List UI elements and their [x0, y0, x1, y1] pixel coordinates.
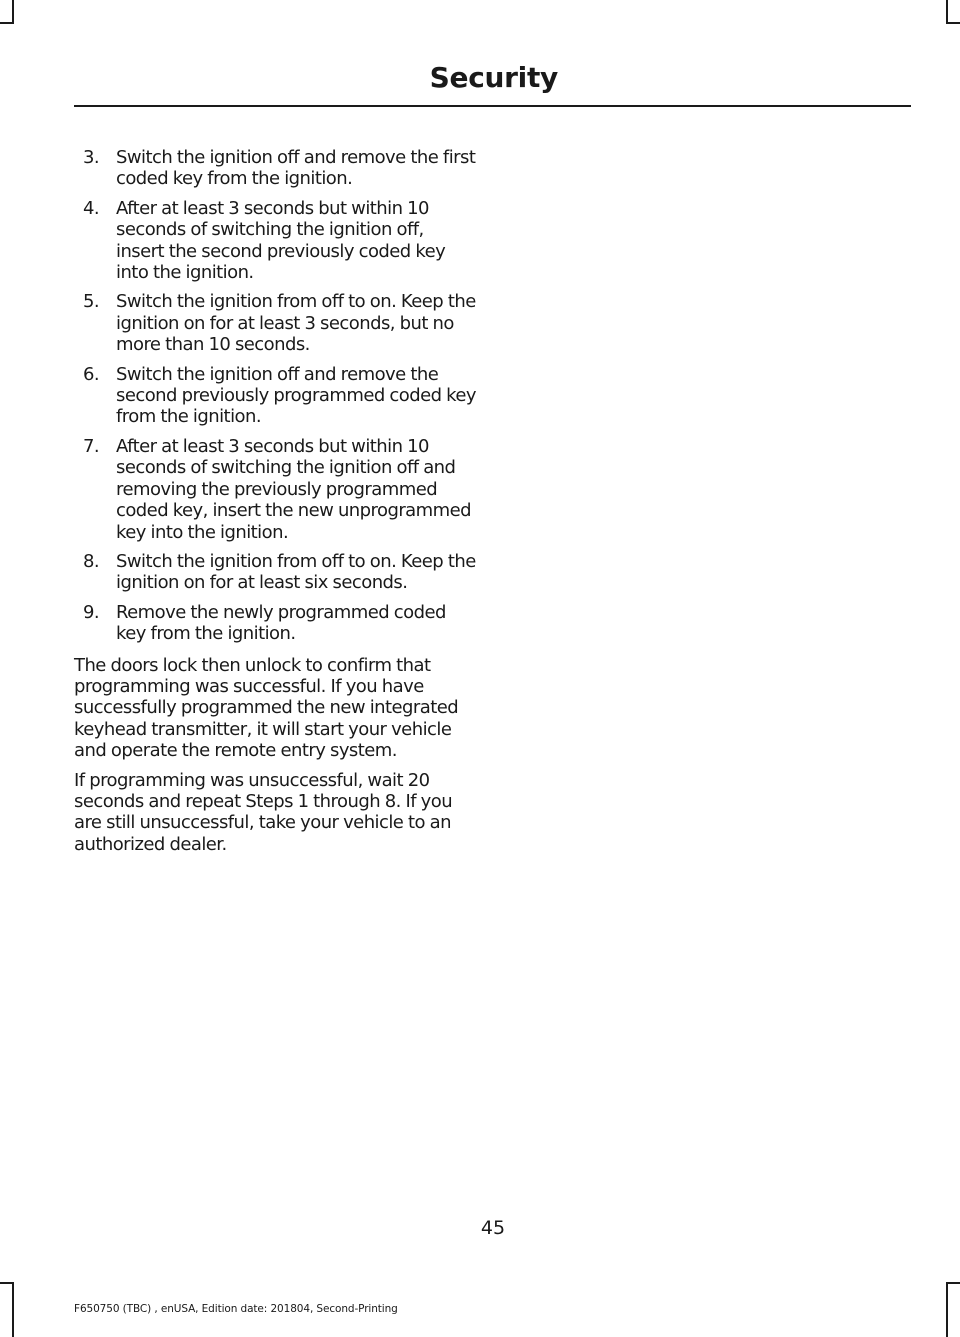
crop-mark-bottom-right-horizontal — [946, 1282, 960, 1284]
crop-mark-bottom-left-vertical — [12, 1282, 14, 1337]
list-item-step-6 — [74, 364, 476, 428]
header-divider — [74, 105, 911, 107]
programming-steps-list — [74, 147, 476, 645]
list-item-step-7 — [74, 436, 476, 543]
step-number: 5. — [83, 291, 100, 313]
step-text: Switch the ignition off and remove the second previously programmed coded key from the ignition. — [116, 363, 477, 428]
step-number: 3. — [83, 147, 100, 168]
step-text: Switch the ignition from off to on. Keep the ignition on for at least six seconds. — [116, 550, 476, 594]
step-text: Switch the ignition from off to on. Keep the ignition on for at least 3 seconds, but no more than 10 seconds. — [116, 291, 476, 356]
step-number: 8. — [83, 550, 100, 572]
crop-mark-bottom-right-vertical — [946, 1282, 948, 1337]
list-item-step-9 — [74, 602, 476, 645]
step-number: 7. — [83, 435, 100, 457]
crop-mark-top-right-horizontal — [946, 22, 960, 24]
list-item-step-4 — [74, 198, 476, 284]
crop-mark-top-left-horizontal — [0, 22, 14, 24]
step-text: After at least 3 seconds but within 10 seconds of switching the ignition off and removing the previously programmed coded key, insert the new unprogrammed key into the ignition. — [116, 435, 472, 543]
page-title: Security — [429, 61, 558, 94]
crop-mark-top-right-vertical — [946, 0, 948, 24]
step-number: 6. — [83, 363, 100, 385]
crop-mark-bottom-left-horizontal — [0, 1282, 14, 1284]
step-number: 4. — [83, 197, 100, 219]
step-text: Remove the newly programmed coded key from the ignition. — [116, 601, 446, 645]
crop-mark-top-left-vertical — [12, 0, 14, 24]
edition-footer: F650750 (TBC) , enUSA, Edition date: 201804, Second-Printing — [74, 1303, 398, 1315]
troubleshooting-paragraph: If programming was unsuccessful, wait 20 seconds and repeat Steps 1 through 8. If you are still unsuccessful, take your vehicle to an authorized dealer. — [74, 769, 453, 855]
step-text: After at least 3 seconds but within 10 seconds of switching the ignition off, insert the second previously coded key into the ignition. — [116, 197, 446, 284]
list-item-step-5 — [74, 291, 476, 355]
confirmation-paragraph: The doors lock then unlock to confirm that programming was successful. If you have successfully programmed the new integrated keyhead transmitter, it will start your vehicle and operate the remote entry system. — [74, 654, 459, 762]
step-text: Switch the ignition off and remove the first coded key from the ignition. — [116, 147, 476, 190]
main-content — [74, 147, 476, 855]
page-number: 45 — [480, 1217, 506, 1239]
step-number: 9. — [83, 601, 100, 623]
list-item-step-3 — [74, 147, 476, 190]
list-item-step-8 — [74, 551, 476, 594]
